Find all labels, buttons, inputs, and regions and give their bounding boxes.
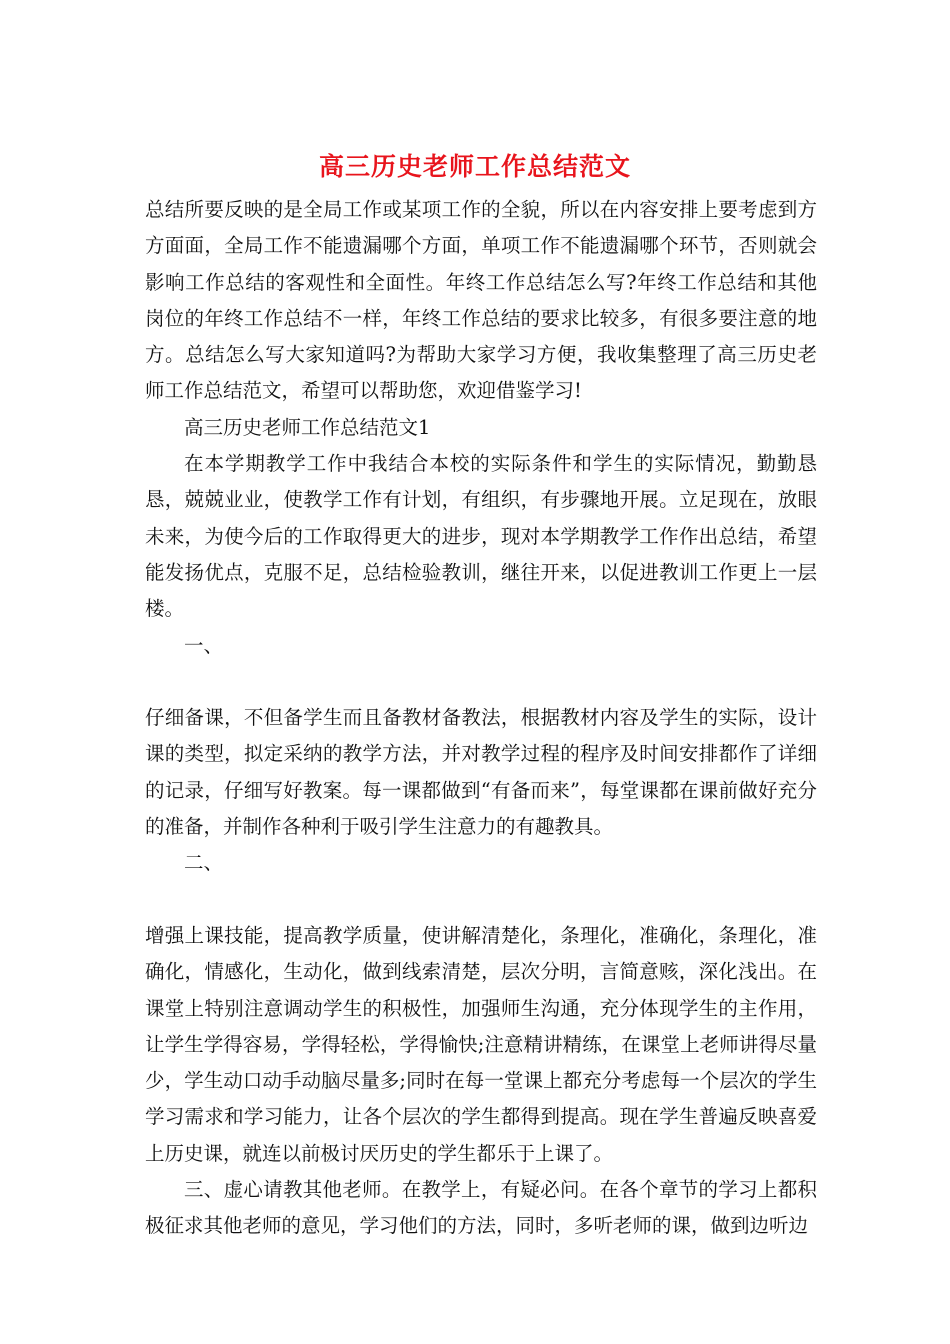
spacer: [145, 882, 817, 918]
document-title: 高三历史老师工作总结范文: [318, 152, 631, 181]
document-body: [145, 192, 817, 1245]
paragraph-4: 三、虚心请教其他老师。在教学上，有疑必问。在各个章节的学习上都积极征求其他老师的意见，学习他们的方法，同时，多听老师的课，做到边听边: [145, 1178, 817, 1238]
heading-one: 一、: [184, 633, 224, 657]
paragraph-2: 仔细备课，不但备学生而且备教材备教法，根据教材内容及学生的实际，设计课的类型，拟定采纳的教学方法，并对教学过程的程序及时间安排都作了详细的记录，仔细写好教案。每一课都做到“有备而来”，每堂课都在课前做好充分的准备，并制作各种利于吸引学生注意力的有趣教具。: [145, 706, 817, 839]
paragraph-1: 在本学期教学工作中我结合本校的实际条件和学生的实际情况，勤勤恳恳，兢兢业业，使教学工作有计划，有组织，有步骤地开展。立足现在，放眼未来，为使今后的工作取得更大的进步，现对本学期教学工作作出总结，希望能发扬优点，克服不足，总结检验教训，继往开来，以促进教训工作更上一层楼。: [145, 452, 817, 621]
intro-paragraph: 总结所要反映的是全局工作或某项工作的全貌，所以在内容安排上要考虑到方方面面，全局工作不能遗漏哪个方面，单项工作不能遗漏哪个环节，否则就会影响工作总结的客观性和全面性。年终工作总结怎么写?年终工作总结和其他岗位的年终工作总结不一样，年终工作总结的要求比较多，有很多要注意的地方。总结怎么写大家知道吗?为帮助大家学习方便，我收集整理了高三历史老师工作总结范文，希望可以帮助您，欢迎借鉴学习!: [145, 198, 817, 403]
spacer: [145, 664, 817, 700]
paragraph-3: 增强上课技能，提高教学质量，使讲解清楚化，条理化，准确化，条理化，准确化，情感化，生动化，做到线索清楚，层次分明，言简意赅，深化浅出。在课堂上特别注意调动学生的积极性，加强师生沟通，充分体现学生的主作用，让学生学得容易，学得轻松，学得愉快;注意精讲精练，在课堂上老师讲得尽量少，学生动口动手动脑尽量多;同时在每一堂课上都充分考虑每一个层次的学生学习需求和学习能力，让各个层次的学生都得到提高。现在学生普遍反映喜爱上历史课，就连以前极讨厌历史的学生都乐于上课了。: [145, 923, 817, 1165]
section-heading: 高三历史老师工作总结范文1: [184, 415, 431, 439]
heading-two: 二、: [184, 851, 224, 875]
